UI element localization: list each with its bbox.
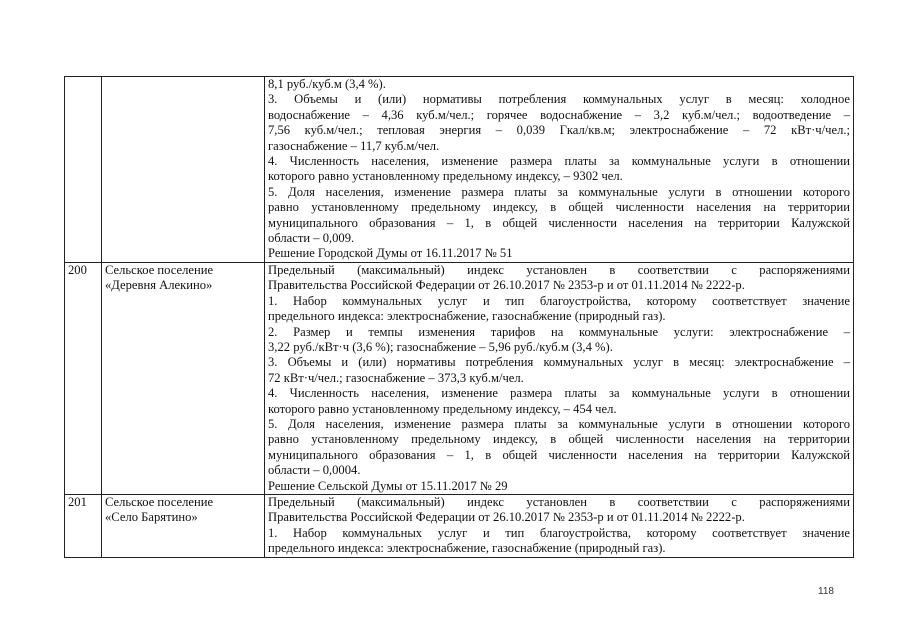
table-row [65, 77, 854, 263]
text-line: области – 0,0004. [268, 463, 361, 478]
text-line: предельного индекса: электроснабжение, газоснабжение (природный газ). [268, 541, 666, 556]
text-line: равно установленному предельному индексу, в общей численности населения на территории [268, 200, 850, 215]
text-line: 4. Численность населения, изменение размера платы за коммунальные услуги в отношении [268, 386, 850, 401]
text-line: 8,1 руб./куб.м (3,4 %). [268, 77, 386, 91]
settlement-name-line: Сельское поселение [105, 494, 214, 509]
index-description-cell [265, 262, 854, 494]
page-number: 118 [818, 586, 834, 597]
row-number-cell [65, 77, 102, 263]
settlement-name-cell [102, 77, 265, 263]
text-line: области – 0,009. [268, 231, 355, 246]
utility-index-table [64, 76, 854, 558]
index-description-cell [265, 494, 854, 557]
text-line: 7,56 куб.м/чел.; тепловая энергия – 0,039 Гкал/кв.м; электроснабжение – 72 кВт·ч/чел.; [268, 123, 850, 138]
text-line: 3,22 руб./кВт·ч (3,6 %); газоснабжение – 5,96 руб./куб.м (3,4 %). [268, 339, 613, 354]
text-line: муниципального образования – 1, в общей численности населения на территории Калужской [268, 215, 850, 230]
text-line: которого равно установленному предельному индексу, – 9302 чел. [268, 169, 623, 184]
decision-reference: Решение Городской Думы от 16.11.2017 № 51 [268, 246, 513, 261]
text-line: 3. Объемы и (или) нормативы потребления коммунальных услуг в месяц: электроснабжение – [268, 355, 850, 370]
text-line: Предельный (максимальный) индекс установлен в соответствии с распоряжениями [268, 262, 850, 277]
settlement-name-line: Сельское поселение [105, 262, 214, 277]
settlement-name-line: «Село Барятино» [105, 510, 198, 525]
text-line: муниципального образования – 1, в общей численности населения на территории Калужской [268, 447, 850, 462]
text-line: 72 кВт·ч/чел.; газоснабжение – 373,3 куб.м/чел. [268, 370, 524, 385]
text-line: 1. Набор коммунальных услуг и тип благоустройства, которому соответствует значение [268, 525, 850, 540]
settlement-name-line: «Деревня Алекино» [105, 278, 213, 293]
text-line: 4. Численность населения, изменение размера платы за коммунальные услуги в отношении [268, 154, 850, 169]
text-line: равно установленному предельному индексу, в общей численности населения на территории [268, 432, 850, 447]
index-description-cell [265, 77, 854, 263]
text-line: газоснабжение – 11,7 куб.м/чел. [268, 138, 440, 153]
settlement-name-cell [102, 494, 265, 557]
settlement-name-cell [102, 262, 265, 494]
text-line: 2. Размер и темпы изменения тарифов на коммунальные услуги: электроснабжение – [268, 324, 850, 339]
row-number-cell: 201 [65, 494, 102, 557]
decision-reference: Решение Сельской Думы от 15.11.2017 № 29 [268, 478, 508, 493]
table-row [65, 494, 854, 557]
text-line: которого равно установленному предельному индексу, – 454 чел. [268, 401, 617, 416]
table-row [65, 262, 854, 494]
text-line: предельного индекса: электроснабжение, газоснабжение (природный газ). [268, 309, 666, 324]
text-line: 3. Объемы и (или) нормативы потребления коммунальных услуг в месяц: холодное [268, 92, 850, 107]
text-line: 1. Набор коммунальных услуг и тип благоустройства, которому соответствует значение [268, 293, 850, 308]
text-line: 5. Доля населения, изменение размера платы за коммунальные услуги в отношении которого [268, 416, 850, 431]
text-line: Правительства Российской Федерации от 26.10.2017 № 2353-р и от 01.11.2014 № 2222-р. [268, 510, 745, 525]
row-number-cell: 200 [65, 262, 102, 494]
text-line: Правительства Российской Федерации от 26.10.2017 № 2353-р и от 01.11.2014 № 2222-р. [268, 278, 745, 293]
text-line: Предельный (максимальный) индекс установлен в соответствии с распоряжениями [268, 494, 850, 509]
text-line: водоснабжение – 4,36 куб.м/чел.; горячее водоснабжение – 3,2 куб.м/чел.; водоотведение – [268, 107, 850, 122]
text-line: 5. Доля населения, изменение размера платы за коммунальные услуги в отношении которого [268, 184, 850, 199]
